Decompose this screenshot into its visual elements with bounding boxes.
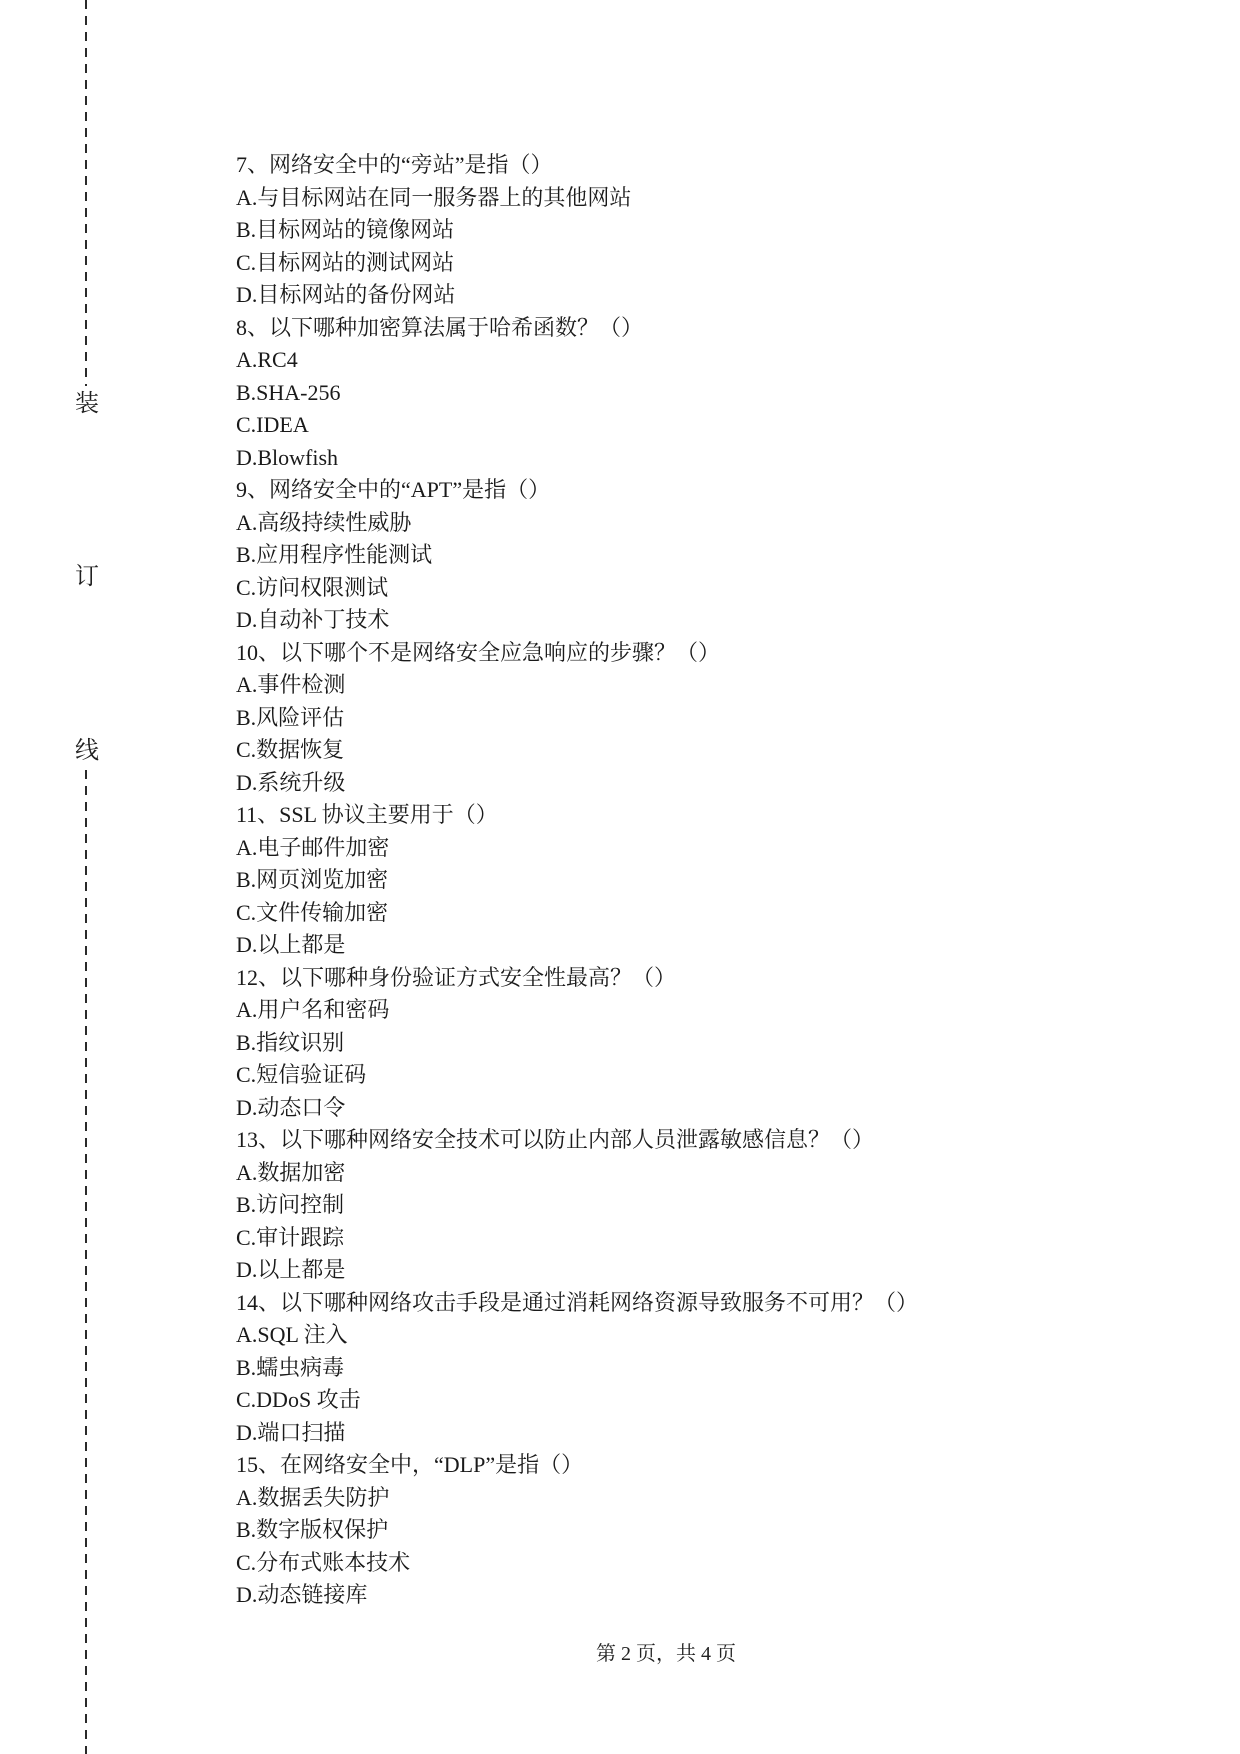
question-stem: 11、SSL 协议主要用于（） xyxy=(236,802,498,827)
question-stem: 8、以下哪种加密算法属于哈希函数？（） xyxy=(236,314,644,340)
option-line: D.目标网站的备份网站 xyxy=(236,282,456,307)
option-line: A.与目标网站在同一服务器上的其他网站 xyxy=(236,184,632,210)
question-stem: 7、网络安全中的“旁站”是指（） xyxy=(236,152,553,177)
option-line: D.以上都是 xyxy=(236,1257,346,1282)
option-line: C.访问权限测试 xyxy=(236,574,389,600)
option-line: C.审计跟踪 xyxy=(236,1224,345,1250)
option-line: B.蠕虫病毒 xyxy=(236,1354,345,1380)
binding-mark-xian: 线 xyxy=(75,738,99,764)
question-stem: 9、网络安全中的“APT”是指（） xyxy=(236,477,551,502)
option-line: B.风险评估 xyxy=(236,704,345,730)
option-line: B.数字版权保护 xyxy=(236,1517,389,1542)
option-line: A.高级持续性威胁 xyxy=(236,509,412,535)
option-line: D.端口扫描 xyxy=(236,1419,346,1445)
option-line: A.SQL 注入 xyxy=(236,1322,348,1347)
question-stem: 14、以下哪种网络攻击手段是通过消耗网络资源导致服务不可用？（） xyxy=(236,1289,919,1315)
option-line: A.RC4 xyxy=(236,347,298,372)
binding-mark-zhuang: 装 xyxy=(75,391,99,417)
question-list xyxy=(236,149,1216,1612)
question-stem: 12、以下哪种身份验证方式安全性最高？（） xyxy=(236,964,677,990)
question-stem: 13、以下哪种网络安全技术可以防止内部人员泄露敏感信息？（） xyxy=(236,1127,875,1152)
option-line: C.分布式账本技术 xyxy=(236,1549,411,1575)
option-line: C.DDoS 攻击 xyxy=(236,1387,361,1412)
option-line: B.目标网站的镜像网站 xyxy=(236,217,455,242)
option-line: D.以上都是 xyxy=(236,932,346,957)
option-line: B.网页浏览加密 xyxy=(236,867,389,892)
option-line: B.访问控制 xyxy=(236,1192,345,1217)
option-line: D.自动补丁技术 xyxy=(236,607,390,632)
option-line: B.指纹识别 xyxy=(236,1029,345,1055)
question-stem: 15、在网络安全中，“DLP”是指（） xyxy=(236,1452,584,1477)
option-line: C.短信验证码 xyxy=(236,1062,367,1087)
option-line: A.电子邮件加密 xyxy=(236,834,390,860)
binding-dashed-line-top xyxy=(85,0,87,386)
option-line: C.目标网站的测试网站 xyxy=(236,249,455,275)
option-line: B.SHA-256 xyxy=(236,379,341,405)
option-line: C.文件传输加密 xyxy=(236,899,389,925)
page-footer: 第 2 页，共 4 页 xyxy=(596,1643,736,1665)
option-line: B.应用程序性能测试 xyxy=(236,542,433,567)
option-line: D.Blowfish xyxy=(236,444,339,470)
option-line: A.事件检测 xyxy=(236,672,346,697)
binding-dashed-line-bottom xyxy=(85,770,87,1754)
option-line: A.数据丢失防护 xyxy=(236,1484,390,1510)
option-line: D.动态口令 xyxy=(236,1094,346,1120)
option-line: D.系统升级 xyxy=(236,769,346,795)
option-line: A.用户名和密码 xyxy=(236,997,390,1022)
option-line: D.动态链接库 xyxy=(236,1582,368,1607)
option-line: A.数据加密 xyxy=(236,1159,346,1185)
binding-mark-ding: 订 xyxy=(75,564,99,590)
question-stem: 10、以下哪个不是网络安全应急响应的步骤？（） xyxy=(236,639,721,665)
option-line: C.数据恢复 xyxy=(236,737,345,762)
option-line: C.IDEA xyxy=(236,412,309,437)
